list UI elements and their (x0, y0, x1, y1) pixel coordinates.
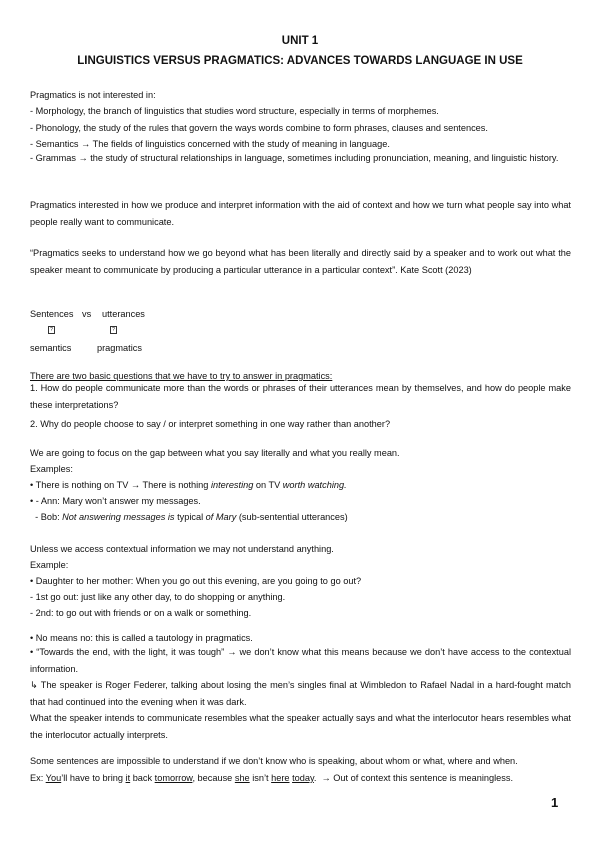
not-interested-intro: Pragmatics is not interested in: (30, 90, 156, 100)
list-item: - Grammas → the study of structural relationships in language, sometimes including pronunciation, meaning, and linguistic history. (30, 153, 559, 163)
list-item: - Phonology, the study of the rules that govern the ways words combine to form phrases, clauses and sentences. (30, 123, 488, 133)
unit-heading: UNIT 1 (281, 35, 319, 47)
diagram-vs: vs (82, 309, 92, 319)
list-item: - Morphology, the branch of linguistics that studies word structure, especially in terms of morphemes. (30, 106, 439, 116)
gap-intro: We are going to focus on the gap between what you say literally and what you really mean. (30, 448, 400, 458)
context-example-2: - 1st go out: just like any other day, to do shopping or anything. (30, 592, 286, 602)
diagram-semantics: semantics (30, 343, 72, 353)
example-1: • There is nothing on TV → There is nothing interesting on TV worth watching. (30, 480, 347, 490)
tautology-line: • No means no: this is called a tautology in pragmatics. (30, 633, 253, 643)
context-example-3: - 2nd: to go out with friends or on a walk or something. (30, 608, 252, 618)
context-example-1: • Daughter to her mother: When you go out this evening, are you going to go out? (30, 576, 362, 586)
arrow-down-icon: ? (48, 323, 55, 335)
questions-heading: There are two basic questions that we have to try to answer in pragmatics: (30, 371, 333, 381)
diagram-pragmatics: pragmatics (97, 343, 142, 353)
context-intro: Unless we access contextual information we may not understand anything. (30, 544, 334, 554)
final-paragraph: Some sentences are impossible to understand if we don’t know who is speaking, about whom or what, where and when. (30, 756, 518, 766)
federer-quote: • “Towards the end, with the light, it was tough” → we don’t know what this means because we don’t have access to the contextual information. (30, 647, 571, 674)
diagram-sentences: Sentences (30, 309, 74, 319)
diagram-utterances: utterances (102, 309, 145, 319)
examples-label: Examples: (30, 464, 73, 474)
page-title: LINGUISTICS VERSUS PRAGMATICS: ADVANCES TOWARDS LANGUAGE IN USE (77, 55, 523, 67)
example-2: • - Ann: Mary won’t answer my messages. (30, 496, 201, 506)
arrow-down-icon: ? (110, 323, 117, 335)
example-label: Example: (30, 560, 69, 570)
intent-paragraph: What the speaker intends to communicate resembles what the speaker actually says and what the interlocutor hears resembles what the interlocutor actually interprets. (30, 713, 571, 740)
list-item: - Semantics → The fields of linguistics concerned with the study of meaning in language. (30, 139, 390, 149)
quote-paragraph: “Pragmatics seeks to understand how we go beyond what has been literally and directly said by a speaker and to work out what the speaker meant to communicate by producing a particular utterance in a particular context”. Kate Scott (2023) (30, 248, 571, 275)
question-1: 1. How do people communicate more than the words or phrases of their utterances mean by themselves, and how do people make these interpretations? (30, 383, 571, 410)
interested-paragraph: Pragmatics interested in how we produce and interpret information with the aid of context and how we turn what people say into what people really want to communicate. (30, 200, 571, 227)
federer-context: ↳ The speaker is Roger Federer, talking about losing the men’s singles final at Wimbledon to Rafael Nadal in a hard-fought match that had continued into the evening when it was dark. (30, 680, 571, 707)
question-2: 2. Why do people choose to say / or interpret something in one way rather than another? (30, 419, 391, 429)
final-example: Ex: You’ll have to bring it back tomorrow, because she isn’t here today. → Out of context this sentence is meaningless. (30, 773, 514, 783)
page-number: 1 (551, 795, 559, 810)
example-3: - Bob: Not answering messages is typical of Mary (sub-sentential utterances) (30, 512, 348, 522)
